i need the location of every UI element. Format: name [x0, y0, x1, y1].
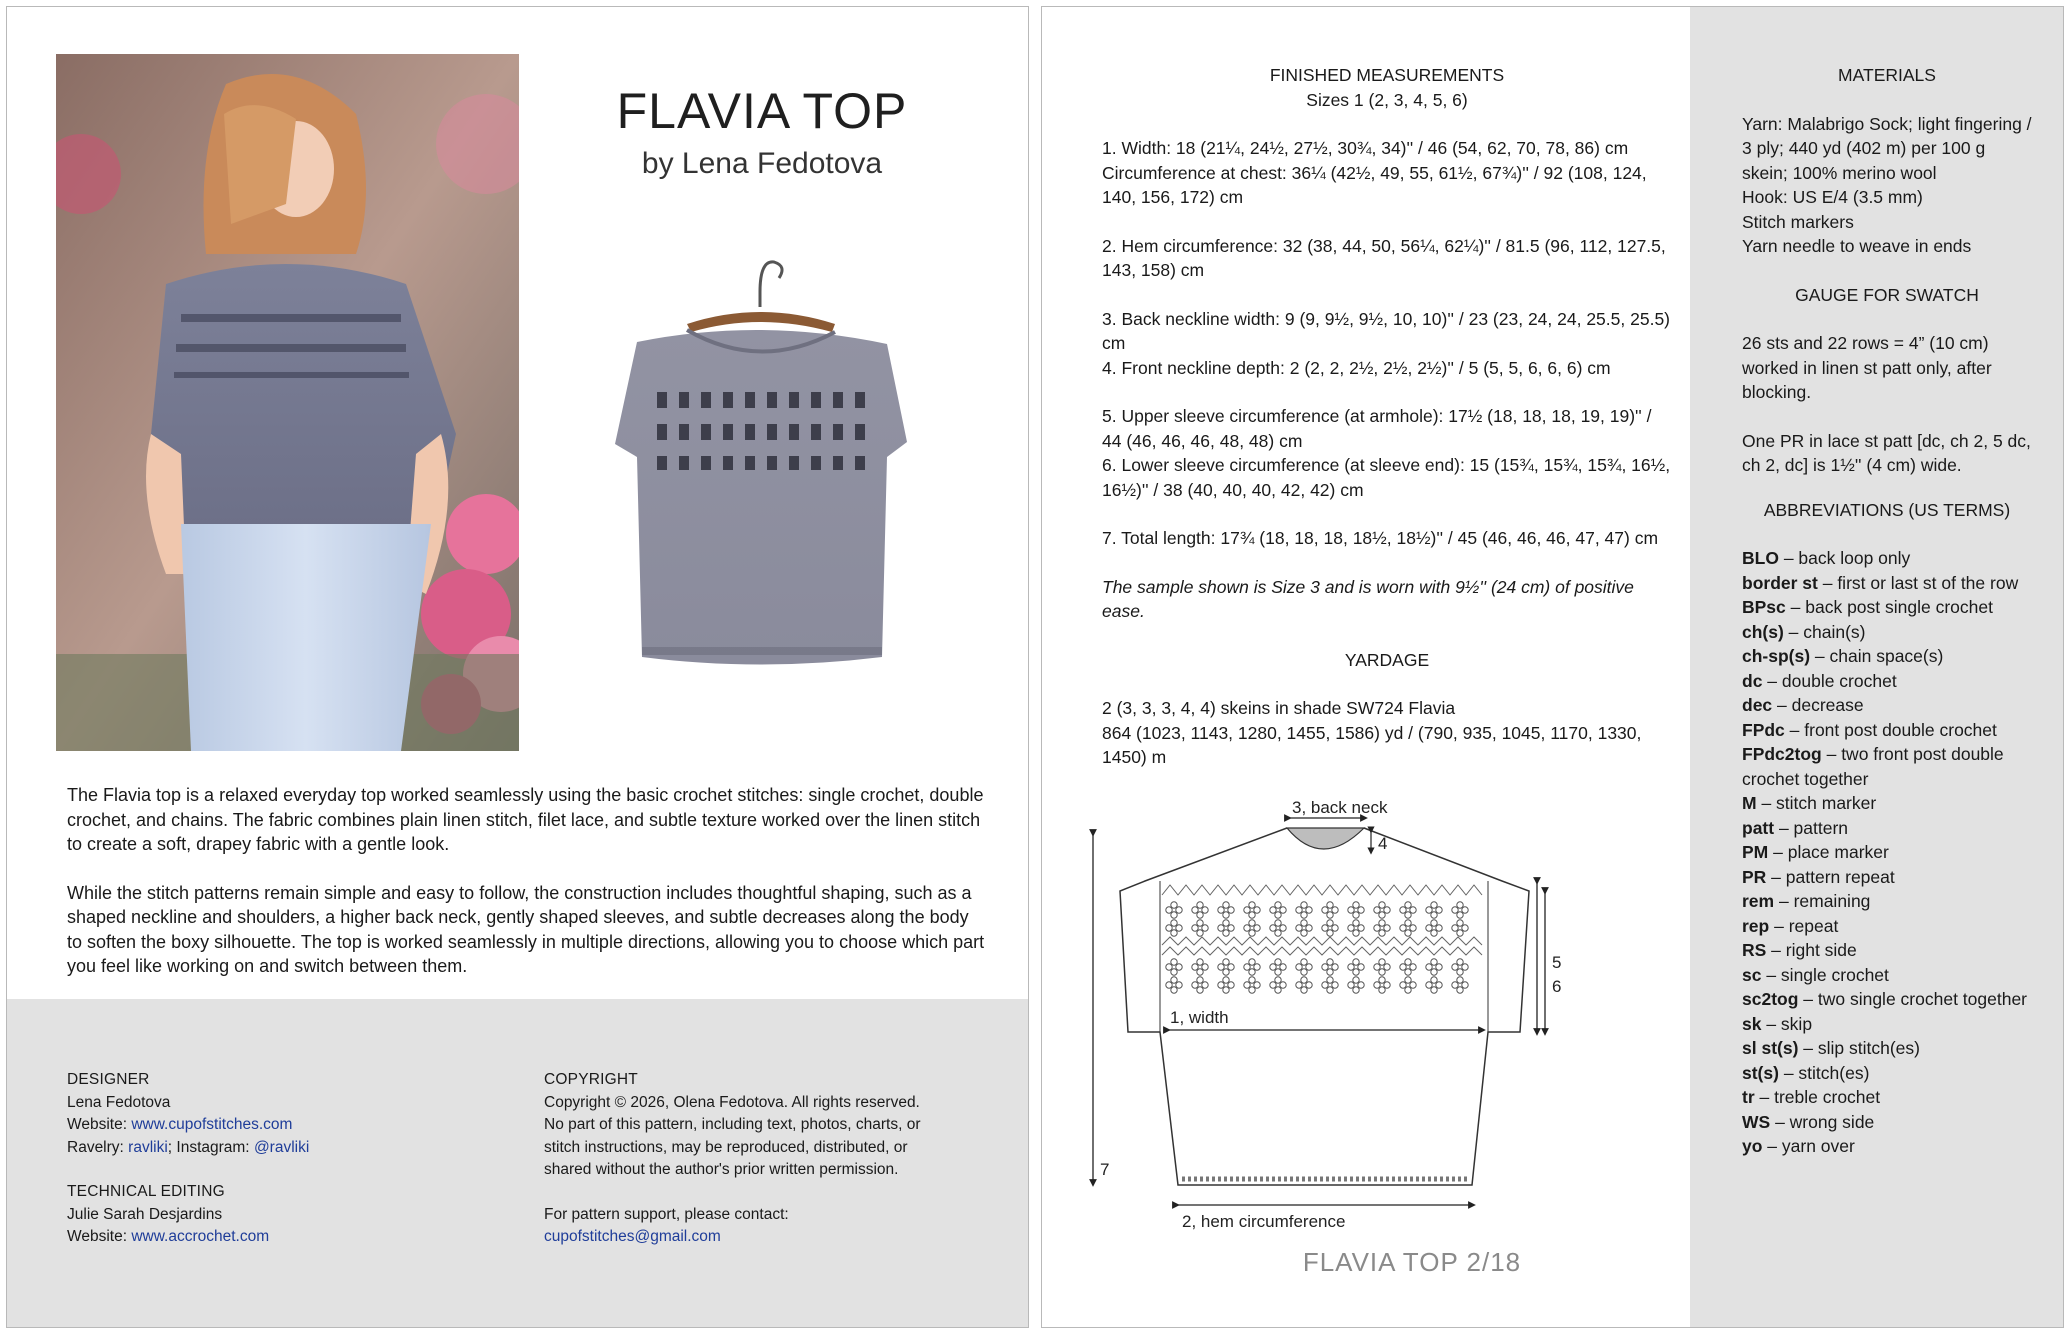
dim-back-neck-label: 3, back neck: [1292, 798, 1388, 817]
abbreviation-term: FPdc: [1742, 719, 1785, 740]
abbreviation-term: sl st(s): [1742, 1038, 1799, 1058]
copyright-column: [544, 1069, 1004, 1271]
abbreviation-item: [1742, 546, 2032, 571]
measurement-length: 7. Total length: 17¾ (18, 18, 18, 18½, 18½)'' / 45 (46, 46, 46, 47, 47) cm: [1102, 528, 1659, 548]
copyright-line: stitch instructions, may be reproduced, distributed, or: [544, 1138, 908, 1156]
abbreviation-item: [1742, 1134, 2032, 1159]
abbreviations-list: [1742, 546, 2032, 1159]
abbreviation-definition: – pattern repeat: [1766, 866, 1895, 887]
abbreviation-item: [1742, 669, 2032, 694]
abbreviation-item: [1742, 791, 2032, 816]
abbreviation-item: [1742, 718, 2032, 743]
abbreviation-definition: – back post single crochet: [1785, 597, 1993, 617]
abbreviation-definition: – double crochet: [1762, 670, 1897, 691]
copyright-line: Copyright © 2026, Olena Fedotova. All rights reserved.: [544, 1093, 920, 1111]
copyright-block: [544, 1069, 1004, 1182]
tech-editor-website-line: [67, 1226, 507, 1249]
designer-website-label: Website:: [67, 1116, 132, 1133]
abbreviation-term: PM: [1742, 842, 1769, 862]
abbreviation-item: [1742, 1036, 2032, 1061]
abbreviation-definition: – pattern: [1774, 817, 1849, 838]
abbreviation-definition: – wrong side: [1770, 1111, 1875, 1132]
materials-markers: Stitch markers: [1742, 211, 1854, 232]
designer-heading: DESIGNER: [67, 1071, 150, 1088]
measurement-front-neck: 4. Front neckline depth: 2 (2, 2, 2½, 2½, 2½)'' / 5 (5, 5, 6, 6, 6) cm: [1102, 357, 1611, 378]
page-right: [1041, 6, 2064, 1328]
abbreviation-item: [1742, 938, 2032, 963]
intro-paragraph-2: While the stitch patterns remain simple and easy to follow, the construction includes thoughtful shaping, such as a shaped neckline and shoulders, a higher back neck, gently shaped sleeves, and subtle decreases along the body to soften the boxy silhouette. The top is worked seamlessly in multiple directions, allowing you to choose which part you feel like working on and switch between them.: [67, 882, 985, 976]
abbreviation-definition: – two single crochet together: [1798, 989, 2028, 1009]
support-block: [544, 1204, 1004, 1249]
designer-website-line: [67, 1114, 507, 1137]
yardage-block: [1102, 696, 1672, 770]
abbreviation-item: [1742, 1085, 2032, 1110]
abbreviation-definition: – single crochet: [1761, 964, 1889, 985]
abbreviation-term: border st: [1742, 572, 1818, 593]
abbreviation-item: [1742, 595, 2032, 620]
ravelry-link[interactable]: ravliki: [128, 1138, 168, 1156]
intro-text: [67, 783, 987, 1003]
instagram-link[interactable]: @ravliki: [253, 1138, 310, 1156]
abbreviation-definition: – remaining: [1774, 891, 1871, 911]
copyright-line: shared without the author's prior written permission.: [544, 1161, 899, 1178]
abbreviation-term: sc: [1742, 964, 1762, 985]
abbreviation-term: sk: [1742, 1013, 1762, 1034]
abbreviation-item: [1742, 987, 2032, 1012]
abbreviation-item: [1742, 620, 2032, 645]
abbreviations-heading: ABBREVIATIONS (US TERMS): [1763, 499, 2011, 520]
abbreviation-term: FPdc2tog: [1742, 744, 1822, 764]
abbreviation-definition: – decrease: [1772, 695, 1864, 715]
support-email-link[interactable]: cupofstitches@gmail.com: [544, 1228, 721, 1245]
abbreviation-definition: – yarn over: [1762, 1136, 1855, 1156]
materials-hook: Hook: US E/4 (3.5 mm): [1742, 187, 1923, 207]
yardage-heading: YARDAGE: [1344, 649, 1430, 670]
tech-editing-block: [67, 1181, 507, 1249]
abbreviation-term: BPsc: [1742, 597, 1786, 617]
finished-measurements-heading: FINISHED MEASUREMENTS: [1269, 65, 1505, 85]
page-left: [6, 6, 1029, 1328]
abbreviation-item: [1742, 816, 2032, 841]
abbreviation-item: [1742, 1110, 2032, 1135]
abbreviation-definition: – right side: [1766, 940, 1857, 960]
designer-column: [67, 1069, 507, 1271]
materials-needle: Yarn needle to weave in ends: [1742, 236, 1972, 256]
abbreviation-term: dc: [1742, 670, 1763, 691]
abbreviation-definition: – repeat: [1769, 915, 1839, 936]
measurement-chest: Circumference at chest: 36¼ (42½, 49, 55, 61½, 67¾)'' / 92 (108, 124, 140, 156, 172) cm: [1102, 162, 1647, 207]
abbreviation-item: [1742, 644, 2032, 669]
measurement-back-neck: 3. Back neckline width: 9 (9, 9½, 9½, 10, 10)'' / 23 (23, 24, 24, 25.5, 25.5) cm: [1102, 308, 1670, 353]
measurement-upper-sleeve: 5. Upper sleeve circumference (at armhole): 17½ (18, 18, 18, 19, 19)'' / 44 (46, 46, 46, 48, 48) cm: [1102, 406, 1652, 451]
measurement-group: [1102, 307, 1672, 381]
yardage-length: 864 (1023, 1143, 1280, 1455, 1586) yd / (790, 935, 1045, 1170, 1330, 1450) m: [1102, 722, 1642, 767]
abbreviation-term: RS: [1742, 940, 1767, 960]
abbreviation-term: WS: [1742, 1111, 1771, 1132]
abbreviation-definition: – treble crochet: [1754, 1087, 1881, 1107]
abbreviation-definition: – place marker: [1768, 842, 1889, 862]
credits-panel: [7, 999, 1029, 1328]
sample-note: The sample shown is Size 3 and is worn with 9½'' (24 cm) of positive ease.: [1102, 576, 1634, 621]
abbreviation-item: [1742, 1012, 2032, 1037]
abbreviation-term: PR: [1742, 866, 1767, 887]
designer-social-line: [67, 1137, 507, 1160]
gauge-heading: GAUGE FOR SWATCH: [1795, 284, 1979, 305]
abbreviation-definition: – stitch(es): [1778, 1062, 1870, 1083]
support-text: For pattern support, please contact:: [544, 1205, 789, 1223]
abbreviation-item: [1742, 840, 2032, 865]
abbreviation-term: BLO: [1742, 548, 1779, 568]
abbreviation-definition: – slip stitch(es): [1798, 1038, 1920, 1058]
abbreviation-definition: – chain space(s): [1810, 646, 1944, 666]
instagram-label: ; Instagram:: [167, 1138, 254, 1156]
abbreviation-term: ch(s): [1742, 621, 1784, 642]
pattern-title: FLAVIA TOP: [616, 83, 908, 139]
sizes-line: Sizes 1 (2, 3, 4, 5, 6): [1306, 89, 1468, 110]
dim-length-label: 7: [1100, 1160, 1110, 1179]
designer-website-link[interactable]: www.cupofstitches.com: [131, 1116, 293, 1133]
abbreviation-term: patt: [1742, 817, 1775, 838]
intro-paragraph-1: The Flavia top is a relaxed everyday top worked seamlessly using the basic crochet stitches: single crochet, double crochet, and chains. The fabric combines plain linen stitch, filet lace, and subtle texture worked over the linen stitch to create a soft, drapey fabric with a gentle look.: [67, 785, 984, 854]
garment-schematic: [1082, 795, 1682, 1285]
abbreviation-term: rem: [1742, 891, 1775, 911]
abbreviation-item: [1742, 914, 2032, 939]
yardage-skeins: 2 (3, 3, 3, 4, 4) skeins in shade SW724 Flavia: [1102, 698, 1456, 718]
abbreviation-item: [1742, 963, 2032, 988]
dim-width-label: 1, width: [1170, 1008, 1229, 1027]
page-number: FLAVIA TOP 2/18: [1302, 1247, 1522, 1277]
designer-name: Lena Fedotova: [67, 1093, 171, 1111]
abbreviation-term: yo: [1742, 1136, 1763, 1156]
abbreviation-definition: – chain(s): [1783, 621, 1866, 642]
materials-yarn: Yarn: Malabrigo Sock; light fingering / 3 ply; 440 yd (402 m) per 100 g skein; 100% merino wool: [1742, 113, 2032, 183]
copyright-heading: COPYRIGHT: [544, 1071, 638, 1088]
abbreviation-term: rep: [1742, 915, 1770, 936]
gauge-text-1: 26 sts and 22 rows = 4” (10 cm) worked in linen st patt only, after blocking.: [1742, 333, 1992, 402]
dim-neck-depth-label: 4: [1378, 834, 1388, 853]
tech-editor-website-link[interactable]: www.accrochet.com: [131, 1228, 270, 1245]
materials-list: [1742, 112, 2032, 259]
abbreviation-term: M: [1742, 793, 1757, 813]
abbreviation-definition: – skip: [1761, 1013, 1813, 1034]
materials-sidebar: [1690, 7, 2064, 1328]
abbreviation-term: st(s): [1742, 1062, 1779, 1083]
abbreviation-term: sc2tog: [1742, 989, 1799, 1009]
dim-lower-sleeve-label: 6: [1552, 977, 1562, 996]
abbreviation-item: [1742, 693, 2032, 718]
abbreviation-definition: – back loop only: [1778, 548, 1911, 568]
pattern-byline: by Lena Fedotova: [641, 147, 883, 180]
abbreviation-item: [1742, 742, 2032, 791]
abbreviation-definition: – first or last st of the row: [1817, 572, 2019, 593]
dim-upper-sleeve-label: 5: [1552, 953, 1562, 972]
abbreviation-definition: – front post double crochet: [1784, 719, 1997, 740]
dim-hem-label: 2, hem circumference: [1182, 1212, 1346, 1231]
ravelry-label: Ravelry:: [67, 1138, 129, 1156]
materials-heading: MATERIALS: [1838, 65, 1936, 85]
abbreviation-term: tr: [1742, 1087, 1755, 1107]
measurement-width: 1. Width: 18 (21¼, 24½, 27½, 30¾, 34)'' / 46 (54, 62, 70, 78, 86) cm: [1102, 138, 1629, 158]
measurement-hem: 2. Hem circumference: 32 (38, 44, 50, 56¼, 62¼)'' / 81.5 (96, 112, 127.5, 143, 158) cm: [1102, 235, 1666, 280]
measurement-group: [1102, 404, 1672, 502]
abbreviation-item: [1742, 1061, 2032, 1086]
abbreviation-term: ch-sp(s): [1742, 646, 1811, 666]
tech-editor-website-label: Website:: [67, 1228, 132, 1245]
measurement-lower-sleeve: 6. Lower sleeve circumference (at sleeve end): 15 (15¾, 15¾, 15¾, 16½, 16½)'' / 38 (40, 40, 40, 42, 42) cm: [1102, 455, 1671, 500]
model-photo: [56, 54, 519, 751]
measurement-group: [1102, 234, 1672, 283]
tech-editing-heading: TECHNICAL EDITING: [67, 1183, 225, 1200]
tech-editor-name: Julie Sarah Desjardins: [67, 1205, 223, 1223]
abbreviation-item: [1742, 889, 2032, 914]
abbreviation-definition: – stitch marker: [1756, 793, 1877, 813]
measurement-group: [1102, 526, 1672, 551]
abbreviation-item: [1742, 571, 2032, 596]
abbreviation-term: dec: [1742, 695, 1773, 715]
abbreviation-item: [1742, 865, 2032, 890]
garment-flat-photo: [567, 252, 957, 672]
sidebar-content: [1742, 63, 2032, 1159]
measurement-group: [1102, 136, 1672, 210]
designer-block: [67, 1069, 507, 1159]
measurements-section: [1102, 63, 1672, 770]
gauge-text-2: One PR in lace st patt [dc, ch 2, 5 dc, ch 2, dc] is 1½'' (4 cm) wide.: [1742, 430, 2031, 475]
abbreviation-definition: – two front post double crochet together: [1742, 744, 2004, 789]
copyright-line: No part of this pattern, including text, photos, charts, or: [544, 1116, 921, 1133]
